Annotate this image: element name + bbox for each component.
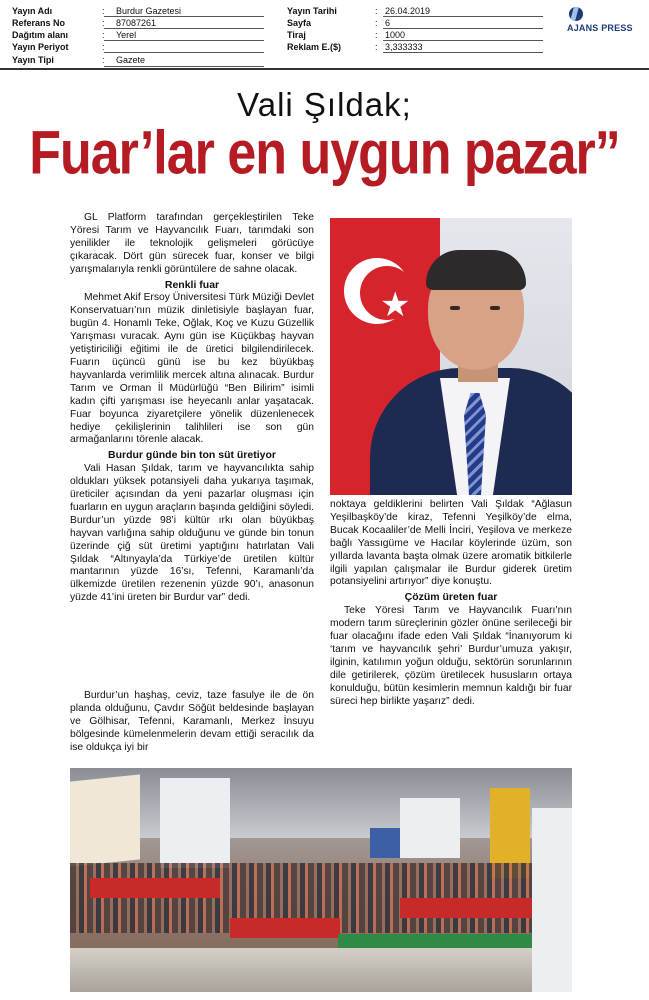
hair [426,250,526,290]
meta-key: Dağıtım alanı [12,30,69,40]
meta-underline [383,52,543,53]
meta-type [12,55,145,66]
white-booth [400,798,460,858]
meta-value: 3,333333 [385,42,423,52]
meta-underline [383,16,543,17]
fair-photo [70,768,572,992]
green-stand-sign [338,934,538,948]
meta-sep: : [375,18,378,28]
meta-key: Tiraj [287,30,306,40]
subheading: Burdur günde bin ton süt üretiyor [108,449,276,462]
meta-sep: : [375,6,378,16]
meta-key: Reklam E.($) [287,42,342,52]
meta-value: Burdur Gazetesi [116,6,182,16]
meta-underline [104,28,264,29]
article-column-left-bottom [70,690,314,755]
meta-value: 87087261 [116,18,157,28]
meta-sep: : [102,6,105,16]
meta-sep: : [102,18,105,28]
meta-sep: : [375,30,378,40]
logo-mark-icon [569,7,583,21]
meta-underline [104,52,264,53]
meta-underline [104,16,264,17]
paragraph: Mehmet Akif Ersoy Üniversitesi Türk Müziği Devlet Konservatuarı’nın müzik dinletisiyle başlayan fuar, bugün 4. Honamlı Teke, Oğlak, Koç ve Kuzu Güzellik Yarışması vuracak. Aynı gün ise Küçükbaş hayvan yetiştiriciliği eğitimi ile de üretici bilgilendirilecek. Fuarın üçüncü günü ise bu kez büyükbaş hayvanlarda verimlilik mercek altına alınacak. Burdur Tarım ve Orman İl Müdürlüğü “Ben Bilirim” isimli kadın çifti yarışması ise heyecanlı anlar yaşatacak. Fuar boyunca ziyaretçilere yönelik düzenlenecek hediye çekilişlerinin talihlileri ise son gün armağanlarını törenle alacak. [70,292,314,446]
meta-underline [383,28,543,29]
meta-value: Yerel [116,30,137,40]
meta-key: Referans No [12,18,66,28]
meta-sep: : [375,42,378,52]
meta-page [287,18,390,29]
meta-underline [383,40,543,41]
meta-underline [104,40,264,41]
eye [490,306,500,310]
meta-sep: : [102,55,105,65]
meta-key: Yayın Tipi [12,55,54,65]
meta-value: 26.04.2019 [385,6,431,16]
paragraph: Teke Yöresi Tarım ve Hayvancılık Fuarı’nın modern tarım süreçlerinin gözler önüne serileceği bir fuar olacağını ifade eden Vali Şıldak “İnanıyorum ki ‘tarım ve hayvancılık şehri’ Burdur’umuza yakışır, ilginin, katılımın yoğun olduğu, sektörün sorunlarının dile getirilerek, çözüm üretilecek hususların ortaya konulduğu, bütün kesimlerin memnun kaldığı bir fuar süreci hep birlikte yaşarız” dedi. [330,605,572,707]
meta-key: Yayın Periyot [12,42,69,52]
white-booth [160,778,230,868]
meta-value: 6 [385,18,391,28]
meta-sep: : [102,42,105,52]
meta-underline [104,66,264,67]
clipping-header [0,0,649,70]
red-machinery [90,878,220,898]
eye [450,306,460,310]
paragraph: GL Platform tarafından gerçekleştirilen Teke Yöresi Tarım ve Hayvancılık Fuarı, tarımdaki son yenilikler ile teknolojik gelişmeleri görücüye çıkaracak. Dört gün sürecek fuar, konser ve bilgi yarışmalarıyla renkli görüntülere de sahne olacak. [70,212,314,275]
paragraph: Vali Hasan Şıldak, tarım ve hayvancılıkta sahip oldukları yüksek potansiyeli daha yukarıya taşımak, üreticiler açısından da yeni pazarlar oluşması için fuarların en uygun araçların başında geldiğini söyledi. Burdur’un yüzde 98’i kültür ırkı olan büyükbaş hayvan varlığına sahip olduğunu ve günde bin tonun üzerinde çiğ süt üretimi yaptığını hatırlatan Vali Şıldak “Altınyayla’da Türkiye’de üretilen kültür mantarının yüzde 16’sı, Tefenni, Karamanlı’da ülkemizde üretilen rezenenin yüzde 90’ı, anasonun yüzde 41’ini üreten bir Burdur var” dedi. [70,463,314,604]
logo-text: AJANS PRESS [567,23,633,33]
header-divider [0,68,649,70]
hall-floor [70,948,572,992]
subheading: Çözüm üreten fuar [404,591,498,604]
red-machinery [230,918,340,938]
paragraph: noktaya geldiklerini belirten Vali Şıldak “Ağlasun Yeşilbaşköy’de kiraz, Tefenni Yeşilköy’de elma, Bucak Kocaaliler’de Melli İnciri, Yeşilova ve merkeze bağlı Yassıgüme ve Hacılar köylerinde üzüm, son yıllarda lavanta başta olmak üzere aromatik bitkilerle ilgili yapılan çalışmalar ile Burdur giderek üretim potansiyelini artırıyor” diye konuştu. [330,499,572,588]
meta-sep: : [102,30,105,40]
article-headline: Fuar’lar en uygun pazar” [29,119,620,188]
white-panel [532,808,572,992]
hanging-banner [70,774,140,866]
paragraph: Burdur’un haşhaş, ceviz, taze fasulye ile de ön planda olduğunu, Çavdır Söğüt beldesinde başlayan ve Gölhisar, Tefenni, Karamanlı, Merkez İnsuyu bölgesinde kümelenmelerin devam ettiği seracılık da ise oldukça iyi bir [70,690,314,753]
meta-value: 1000 [385,30,406,40]
article-column-left [70,212,314,605]
ajans-press-logo [567,7,643,33]
meta-key: Sayfa [287,18,312,28]
star-icon: ★ [380,286,411,324]
governor-portrait-photo [330,218,572,495]
article-column-right [330,499,572,709]
article-kicker: Vali Şıldak; [237,86,412,123]
subheading: Renkli fuar [164,278,220,291]
meta-period [12,42,116,53]
meta-value: Gazete [116,55,146,65]
meta-key: Yayın Tarihi [287,6,337,16]
meta-key: Yayın Adı [12,6,53,16]
red-machinery [400,898,540,918]
